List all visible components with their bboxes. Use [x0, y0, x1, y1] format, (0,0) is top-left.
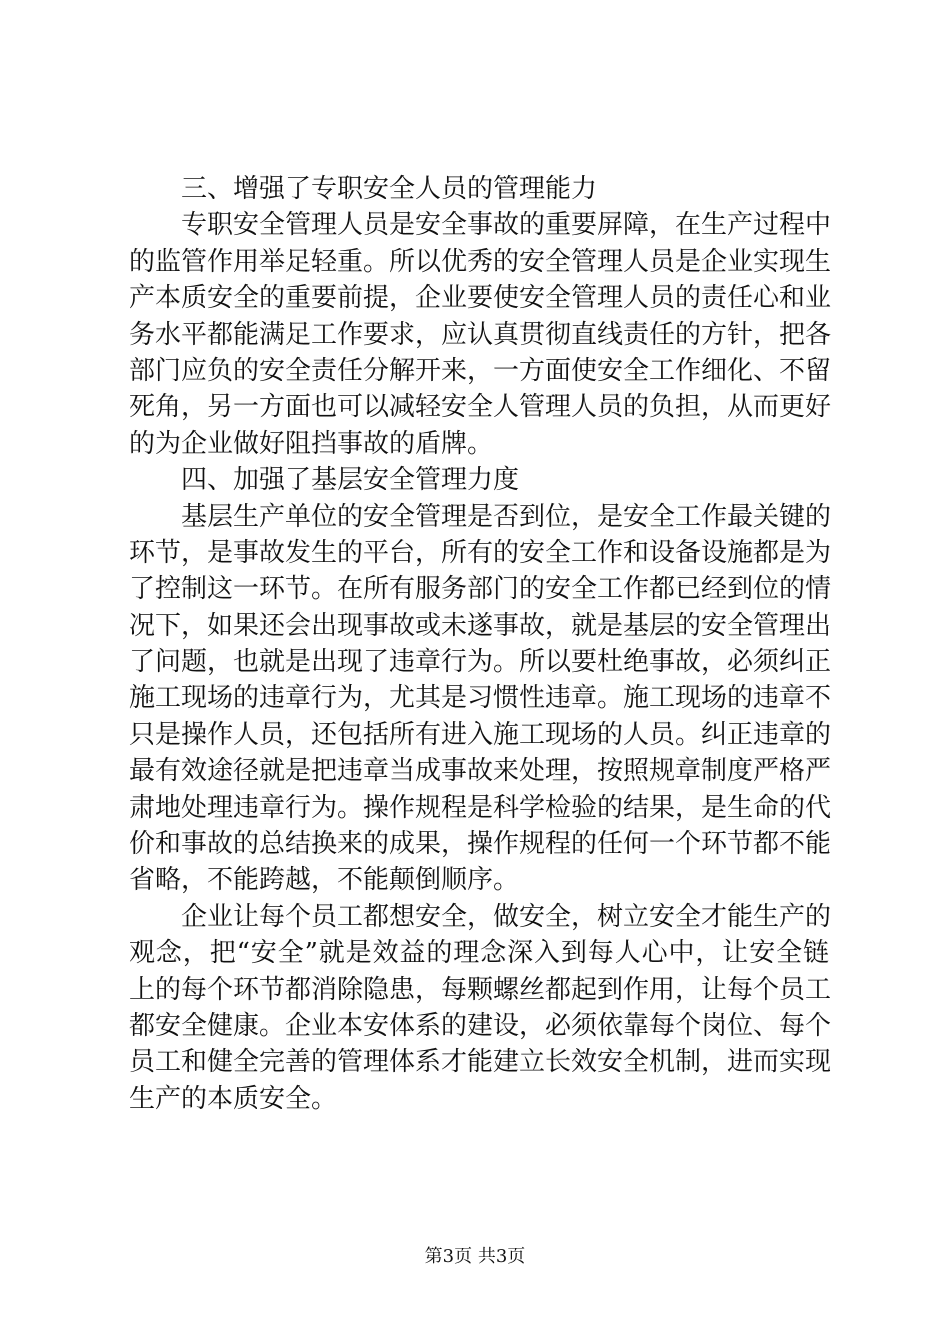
- text-line: 都安全健康。企业本安体系的建设，必须依靠每个岗位、每个: [129, 1010, 832, 1041]
- text-line: 肃地处理违章行为。操作规程是科学检验的结果，是生命的代: [129, 792, 832, 823]
- text-line: 员工和健全完善的管理体系才能建立长效安全机制，进而实现: [129, 1047, 832, 1078]
- text-line: 的监管作用举足轻重。所以优秀的安全管理人员是企业实现生: [129, 246, 832, 277]
- text-line: 基层生产单位的安全管理是否到位，是安全工作最关键的: [181, 501, 832, 532]
- paragraph-grassroots-safety: [129, 499, 832, 899]
- heading-4: [129, 462, 829, 498]
- text-line: 了控制这一环节。在所有服务部门的安全工作都已经到位的情: [129, 574, 832, 605]
- text-line: 上的每个环节都消除隐患，每颗螺丝都起到作用，让每个员工: [129, 974, 832, 1005]
- text-line: 环节，是事故发生的平台，所有的安全工作和设备设施都是为: [129, 537, 832, 568]
- text-line: 务水平都能满足工作要求，应认真贯彻直线责任的方针，把各: [129, 319, 832, 350]
- text-line: 价和事故的总结换来的成果，操作规程的任何一个环节都不能: [129, 829, 832, 860]
- text-line: 死角，另一方面也可以减轻安全人管理人员的负担，从而更好: [129, 392, 832, 423]
- text-line: 况下，如果还会出现事故或未遂事故，就是基层的安全管理出: [129, 610, 832, 641]
- text-line: 三、增强了专职安全人员的管理能力: [181, 174, 598, 204]
- text-line: 专职安全管理人员是安全事故的重要屏障，在生产过程中: [181, 210, 832, 241]
- heading-3: [129, 171, 829, 207]
- text-line: 产本质安全的重要前提，企业要使安全管理人员的责任心和业: [129, 283, 832, 314]
- text-line: 生产的本质安全。: [129, 1083, 338, 1114]
- text-line: 部门应负的安全责任分解开来，一方面使安全工作细化、不留: [129, 355, 832, 386]
- paragraph-full-time-safety: [129, 207, 832, 462]
- text-line: 四、加强了基层安全管理力度: [181, 465, 520, 496]
- text-line: 只是操作人员，还包括所有进入施工现场的人员。纠正违章的: [129, 719, 832, 750]
- text-line: 观念，把“安全”就是效益的理念深入到每人心中，让安全链: [129, 938, 829, 969]
- text-line: 了问题，也就是出现了违章行为。所以要杜绝事故，必须纠正: [129, 647, 832, 678]
- document-body: [129, 171, 832, 1117]
- text-line: 省略，不能跨越，不能颠倒顺序。: [129, 865, 520, 896]
- page-footer: 第3页 共3页: [424, 1246, 526, 1267]
- paragraph-conclusion: [129, 899, 832, 1117]
- text-line: 企业让每个员工都想安全，做安全，树立安全才能生产的: [181, 901, 832, 932]
- text-line: 施工现场的违章行为，尤其是习惯性违章。施工现场的违章不: [129, 683, 832, 714]
- text-line: 的为企业做好阻挡事故的盾牌。: [129, 428, 494, 459]
- text-line: 最有效途径就是把违章当成事故来处理，按照规章制度严格严: [129, 756, 832, 787]
